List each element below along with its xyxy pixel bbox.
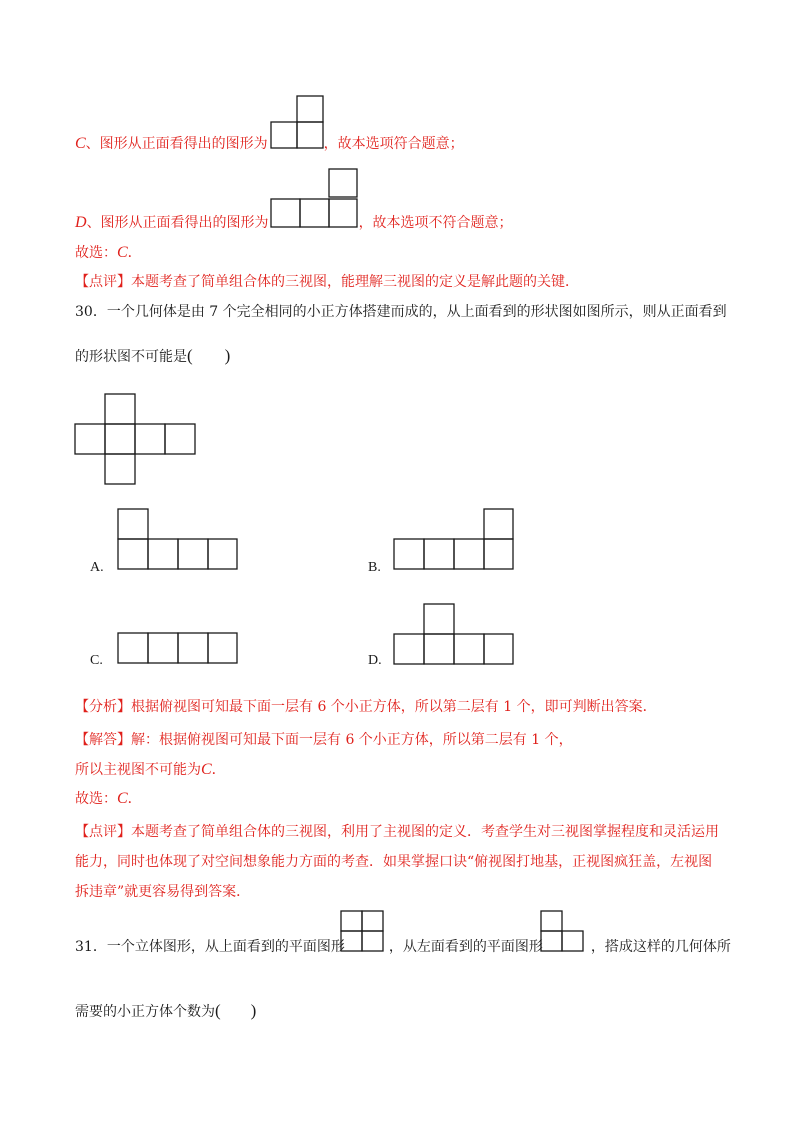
solution-letter: C [201, 761, 212, 778]
answer-letter: C [117, 790, 128, 807]
option-c-front-view-figure [270, 95, 326, 151]
comment-tag: 【点评】 [75, 824, 131, 840]
option-d-label[interactable]: D. [368, 653, 382, 668]
previous-comment [75, 273, 579, 291]
comment-text: 本题考查了简单组合体的三视图，能理解三视图的定义是解此题的关键． [131, 274, 579, 290]
option-b-figure[interactable] [393, 508, 515, 570]
answer-paren-close: ) [250, 1001, 257, 1020]
option-a-label[interactable]: A. [90, 560, 104, 575]
option-d-figure[interactable] [393, 603, 515, 665]
option-letter: C [75, 135, 86, 152]
review-text: 、图形从正面看得出的图形为 [86, 215, 269, 231]
comment-line2: 能力，同时也体现了对空间想象能力方面的考查．如果掌握口诀“俯视图打地基，正视图疯狂盖，左视图 [75, 854, 713, 870]
solution-text: 解：根据俯视图可知最下面一层有 6 个小正方体，所以第二层有 1 个， [131, 732, 573, 748]
option-b-label[interactable]: B. [368, 560, 381, 575]
comment-line3: 拆违章”就更容易得到答案． [75, 884, 251, 900]
question-30-line2: 的形状图不可能是( ) [75, 346, 231, 365]
previous-answer: 故选：C． [75, 244, 142, 261]
q31-top-view-figure [340, 910, 386, 954]
analysis-text: 根据俯视图可知最下面一层有 6 个小正方体，所以第二层有 1 个，即可判断出答案． [131, 699, 657, 715]
q31-left-view-figure [540, 910, 586, 954]
question-30-line1: 30．一个几何体是由 7 个完全相同的小正方体搭建而成的，从上面看到的形状图如图所示，则从正面看到 [75, 304, 727, 320]
answer-paren-close: ) [224, 346, 231, 365]
question-31-line1: 31．一个立体图形，从上面看到的平面图形 ，从左面看到的平面图形 ，搭成这样的几何体所 [75, 939, 731, 955]
option-d-front-view-figure [270, 168, 360, 230]
answer: 故选：C． [75, 790, 142, 807]
answer-letter: C [117, 244, 128, 261]
question-31-line2: 需要的小正方体个数为( ) [75, 1001, 257, 1020]
answer-paren-open: ( [215, 1001, 221, 1020]
solution [75, 731, 573, 749]
option-c-figure[interactable] [117, 632, 239, 665]
analysis-tag: 【分析】 [75, 699, 131, 715]
review-verdict: ，故本选项不符合题意； [358, 215, 513, 231]
analysis [75, 698, 657, 716]
answer-paren-open: ( [187, 346, 193, 365]
review-verdict: ，故本选项符合题意； [323, 136, 464, 152]
comment-tag: 【点评】 [75, 274, 131, 290]
option-c-label[interactable]: C. [90, 653, 103, 668]
option-letter: D [75, 214, 87, 231]
solution-line2: 所以主视图不可能为C． [75, 761, 226, 778]
review-text: 、图形从正面看得出的图形为 [85, 136, 268, 152]
option-a-figure[interactable] [117, 508, 239, 570]
top-view-figure [74, 393, 198, 487]
solution-tag: 【解答】 [75, 732, 131, 748]
comment-line1: 【点评】本题考查了简单组合体的三视图，利用了主视图的定义．考查学生对三视图掌握程度和灵活运用 [75, 824, 719, 840]
